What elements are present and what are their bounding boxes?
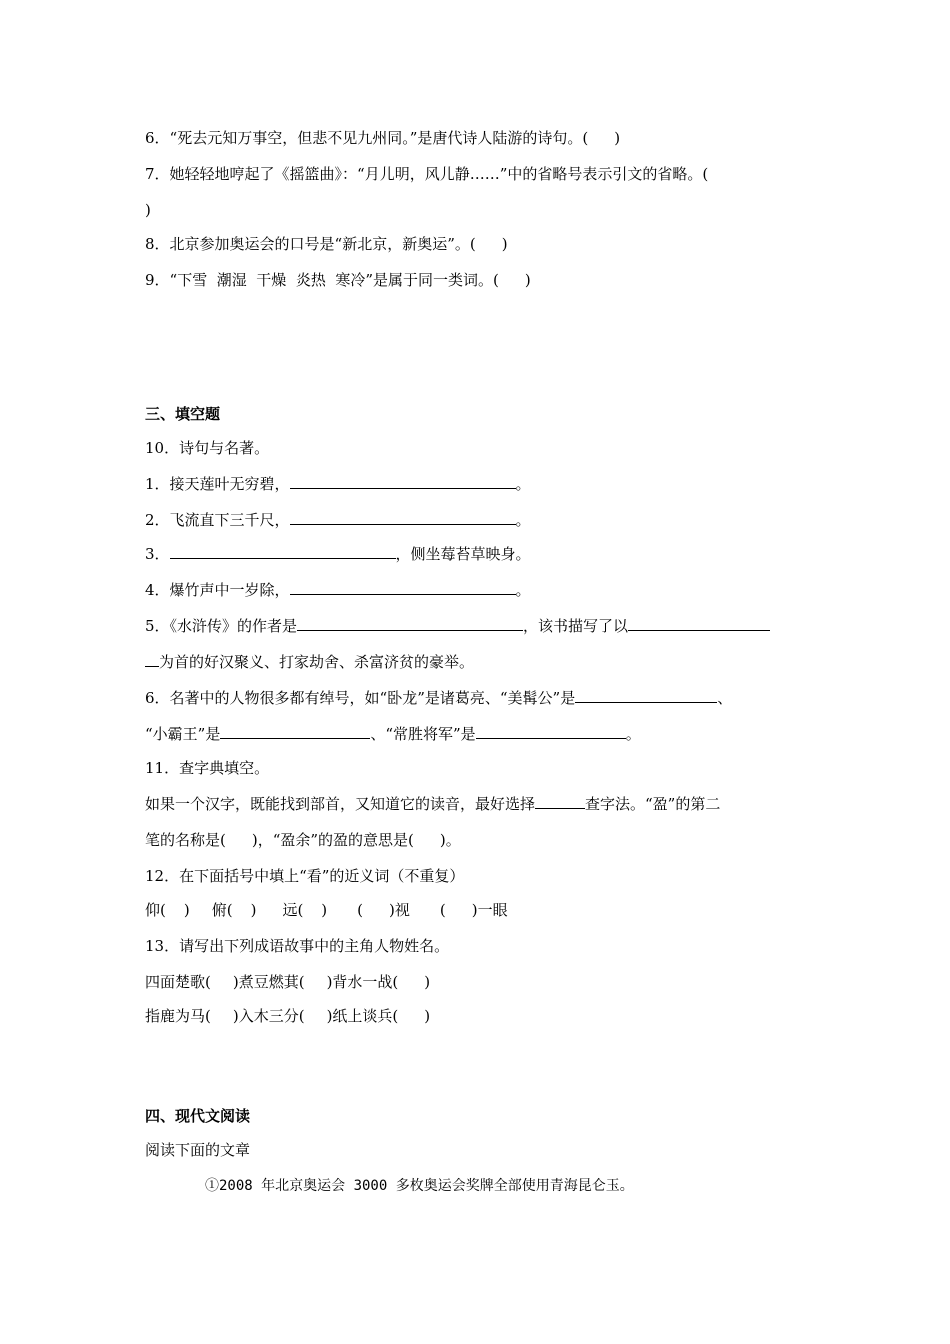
answer-blank[interactable] xyxy=(220,724,370,739)
question-number: 8． xyxy=(145,235,170,253)
question-text: “死去元知万事空，但悲不见九州同。”是唐代诗人陆游的诗句。( xyxy=(169,129,589,147)
poem-line-3: 3． ，侧坐莓苔草映身。 xyxy=(145,545,531,563)
answer-blank[interactable] xyxy=(628,616,770,631)
question-text: “下雪 潮湿 干燥 炎热 寒冷”是属于同一类词。( xyxy=(169,271,499,289)
answer-blank[interactable] xyxy=(290,474,516,489)
novel-line-5-cont: 为首的好汉聚义、打家劫舍、杀富济贫的豪举。 xyxy=(145,652,474,672)
question-number: 7． xyxy=(145,165,170,183)
question-8: 8．北京参加奥运会的口号是“新北京，新奥运”。( ) xyxy=(145,235,508,253)
question-number: 6． xyxy=(145,129,170,147)
nickname-line-6-cont: “小霸王”是 、“常胜将军”是 。 xyxy=(145,725,641,743)
answer-blank[interactable] xyxy=(476,724,626,739)
dictionary-line-2: 笔的名称是( )，“盈余”的盈的意思是( )。 xyxy=(145,831,461,849)
answer-blank[interactable] xyxy=(290,510,516,525)
novel-line-5: 5．《水浒传》的作者是 ，该书描写了以 xyxy=(145,616,770,636)
poem-line-4: 4．爆竹声中一岁除， 。 xyxy=(145,581,531,599)
nickname-line-6: 6．名著中的人物很多都有绰号，如“卧龙”是诸葛亮、“美髯公”是 、 xyxy=(145,689,733,707)
poem-line-2: 2．飞流直下三千尺， 。 xyxy=(145,511,531,529)
dictionary-line-1: 如果一个汉字，既能找到部首，又知道它的读音，最好选择 查字法。“盈”的第二 xyxy=(145,795,721,813)
idiom-row-2: 指鹿为马( )入木三分( )纸上谈兵( ) xyxy=(145,1007,431,1025)
answer-blank[interactable] xyxy=(290,580,516,595)
question-12-title: 12．在下面括号中填上“看”的近义词（不重复） xyxy=(145,867,465,885)
reading-paragraph-1: ①2008 年北京奥运会 3000 多枚奥运会奖牌全部使用青海昆仑玉。 xyxy=(205,1178,634,1194)
question-9: 9．“下雪 潮湿 干燥 炎热 寒冷”是属于同一类词。( ) xyxy=(145,271,531,289)
question-number: 9． xyxy=(145,271,170,289)
question-text: 她轻轻地哼起了《摇篮曲》：“月儿明，风儿静……”中的省略号表示引文的省略。( xyxy=(169,165,709,183)
poem-line-1: 1．接天莲叶无穷碧， 。 xyxy=(145,475,531,493)
answer-blank[interactable] xyxy=(170,544,396,559)
answer-blank[interactable] xyxy=(297,616,523,631)
section-heading-fill-blank: 三、填空题 xyxy=(145,405,221,423)
question-6: 6．“死去元知万事空，但悲不见九州同。”是唐代诗人陆游的诗句。( ) xyxy=(145,129,621,147)
question-13-title: 13．请写出下列成语故事中的主角人物姓名。 xyxy=(145,937,450,955)
question-7 xyxy=(145,164,708,184)
reading-intro: 阅读下面的文章 xyxy=(145,1141,251,1159)
section-heading-reading: 四、现代文阅读 xyxy=(145,1107,251,1125)
synonym-row: 仰( ) 俯( ) 远( ) ( )视 ( )一眼 xyxy=(145,901,508,919)
question-10-title: 10．诗句与名著。 xyxy=(145,439,270,457)
answer-blank[interactable] xyxy=(145,652,159,667)
question-7-close[interactable]: ) xyxy=(145,201,151,219)
answer-blank[interactable] xyxy=(535,794,585,809)
question-11-title: 11．查字典填空。 xyxy=(145,759,270,777)
question-text: 北京参加奥运会的口号是“新北京，新奥运”。( xyxy=(169,235,476,253)
answer-blank[interactable] xyxy=(575,688,717,703)
idiom-row-1: 四面楚歌( )煮豆燃萁( )背水一战( ) xyxy=(145,973,431,991)
